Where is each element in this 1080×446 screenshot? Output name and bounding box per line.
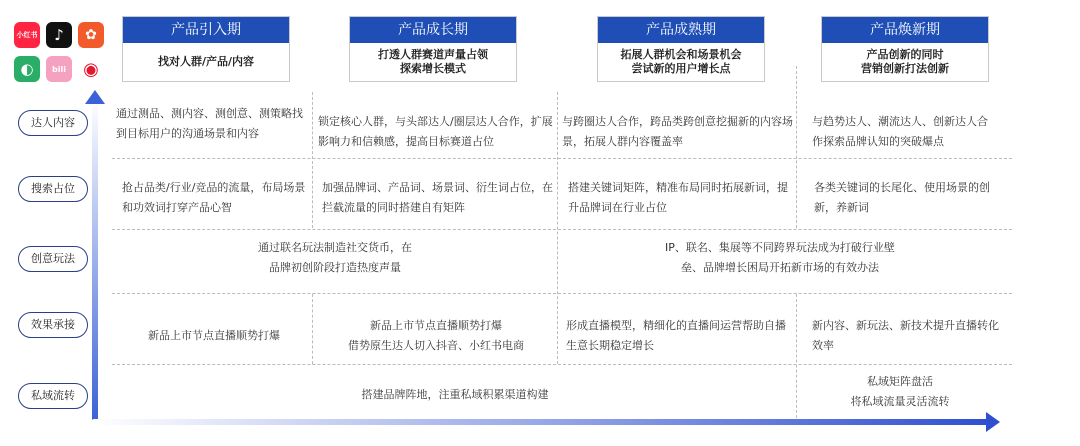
row-label-private: 私域流转 — [18, 383, 88, 409]
phase-growth-desc: 打透人群赛道声量占领 探索增长模式 — [378, 48, 488, 75]
row-label-kol-content: 达人内容 — [18, 110, 88, 136]
phase-growth-title: 产品成长期 — [350, 17, 516, 43]
cell-effect-mature: 形成直播模型，精细化的直播间运营帮助自播生意长期稳定增长 — [566, 319, 786, 352]
cell-effect-intro: 新品上市节点直播顺势打爆 — [148, 329, 280, 342]
cell-creative-intro-growth: 通过联名玩法制造社交货币，在 品牌初创阶段打造热度声量 — [258, 241, 412, 274]
column-divider — [557, 92, 558, 364]
cell-private-renewal: 私域矩阵盘活 将私域流量灵活流转 — [850, 375, 950, 408]
row-divider — [112, 364, 1012, 365]
phase-growth — [349, 16, 517, 82]
weibo-icon: ◉ — [78, 56, 104, 82]
column-divider — [796, 294, 797, 418]
column-divider — [312, 92, 313, 228]
cell-private-intro-mature: 搭建品牌阵地，注重私域积累渠道构建 — [361, 388, 549, 401]
cell-search-growth: 加强品牌词、产品词、场景词、衍生词占位，在拦截流量的同时搭建自有矩阵 — [322, 181, 553, 214]
cell-search-mature: 搭建关键词矩阵，精准布局同时拓展新词，提升品牌词在行业占位 — [568, 181, 788, 214]
cell-kol-renewal: 与趋势达人、潮流达人、创新达人合作探索品牌认知的突破爆点 — [812, 115, 988, 148]
row-divider — [112, 229, 1012, 230]
cell-search-renewal: 各类关键词的长尾化、使用场景的创新，养新词 — [814, 181, 990, 214]
phase-mature — [597, 16, 765, 82]
horizontal-axis-arrow-icon — [986, 412, 1000, 432]
row-divider — [112, 293, 1012, 294]
column-divider — [796, 66, 797, 228]
phase-mature-desc: 拓展人群机会和场景机会 尝试新的用户增长点 — [620, 48, 742, 75]
cell-effect-renewal: 新内容、新玩法、新技术提升直播转化效率 — [812, 319, 999, 352]
row-label-search: 搜索占位 — [18, 176, 88, 202]
cell-effect-growth: 新品上市节点直播顺势打爆 借势原生达人切入抖音、小红书电商 — [348, 319, 524, 352]
phase-renewal-title: 产品焕新期 — [822, 17, 988, 43]
xiaohongshu-icon: 小红书 — [14, 22, 40, 48]
cell-search-intro: 抢占品类/行业/竞品的流量，布局场景和功效词打穿产品心智 — [122, 181, 306, 214]
platform-icons — [14, 22, 110, 90]
row-label-effect: 效果承接 — [18, 312, 88, 338]
chat-bubbles-icon: ✿ — [78, 22, 104, 48]
phase-renewal-desc: 产品创新的同时 营销创新打法创新 — [861, 48, 949, 75]
vertical-axis — [92, 100, 98, 422]
phase-renewal — [821, 16, 989, 82]
row-divider — [112, 158, 1012, 159]
wechat-icon: ◐ — [14, 56, 40, 82]
cell-kol-intro: 通过测品、测内容、测创意、测策略找到目标用户的沟通场景和内容 — [116, 107, 303, 140]
cell-kol-mature: 与跨圈达人合作，跨品类跨创意挖掘新的内容场景，拓展人群内容覆盖率 — [562, 115, 793, 148]
cell-kol-growth: 锁定核心人群，与头部达人/圈层达人合作，扩展影响力和信赖感，提高目标赛道占位 — [318, 115, 553, 148]
column-divider — [312, 294, 313, 364]
phase-intro-title: 产品引入期 — [123, 17, 289, 43]
phase-mature-title: 产品成熟期 — [598, 17, 764, 43]
douyin-icon: ♪ — [46, 22, 72, 48]
row-label-creative: 创意玩法 — [18, 246, 88, 272]
phase-intro-desc: 找对人群/产品/内容 — [157, 55, 255, 68]
vertical-axis-arrow-icon — [85, 90, 105, 104]
phase-intro — [122, 16, 290, 82]
cell-creative-mature-renewal: IP、联名、集展等不同跨界玩法成为打破行业壁 垒、品牌增长困局开拓新市场的有效办法 — [665, 241, 895, 274]
bilibili-icon: bili — [46, 56, 72, 82]
horizontal-axis — [92, 419, 992, 425]
